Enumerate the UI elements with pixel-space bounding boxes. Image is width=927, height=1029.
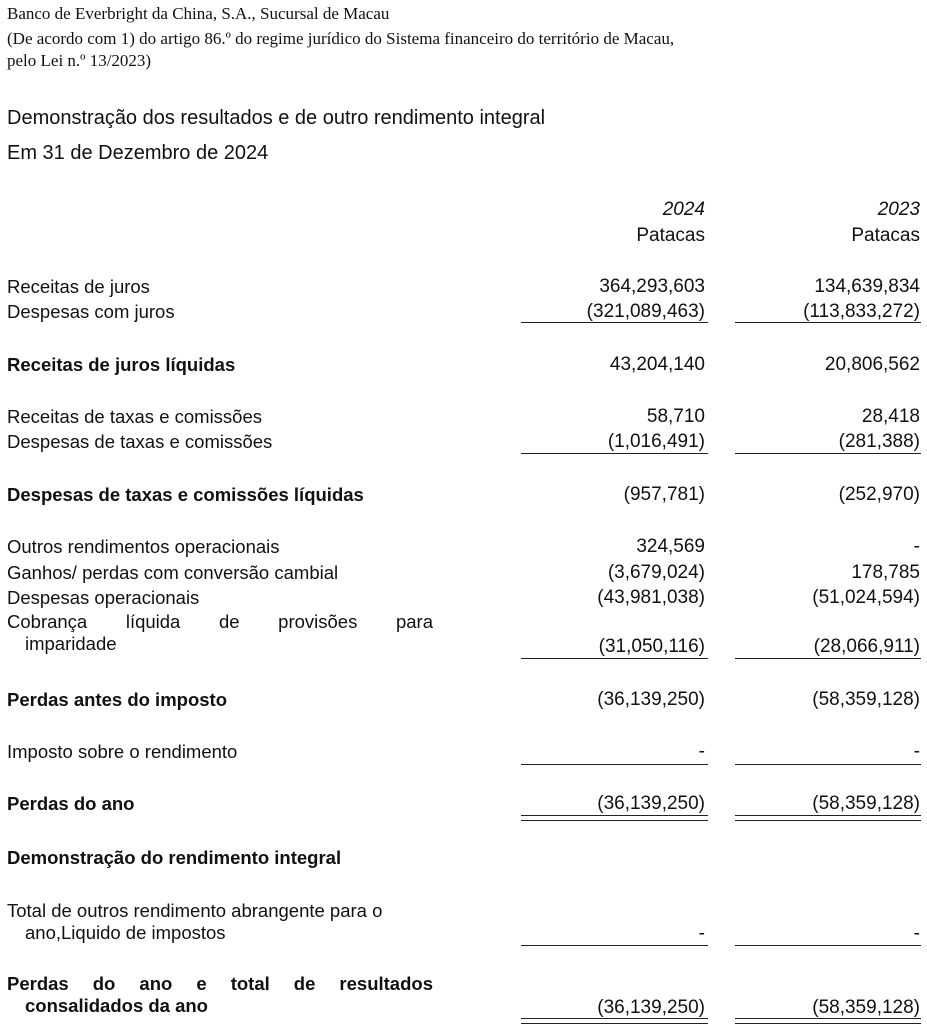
statement-date: Em 31 de Dezembro de 2024 <box>7 142 269 164</box>
value-2024: 58,710 <box>646 406 705 427</box>
value-2024: 364,293,603 <box>599 276 705 297</box>
row-label: Outros rendimentos operacionais <box>7 536 280 557</box>
value-2023: - <box>913 536 920 557</box>
double-underline <box>735 815 921 821</box>
statement-title: Demonstração dos resultados e de outro rendimento integral <box>7 107 546 129</box>
value-2023: (28,066,911) <box>813 636 920 657</box>
underline <box>521 658 708 659</box>
row-label-line1: Total de outros rendimento abrangente para o <box>7 900 383 921</box>
row-label-subtotal: Despesas de taxas e comissões líquidas <box>7 484 364 505</box>
value-2024: (957,781) <box>623 484 705 505</box>
row-label: Receitas de juros <box>7 276 150 297</box>
currency-2024: Patacas <box>636 225 705 246</box>
underline <box>521 764 708 765</box>
value-2023: (252,970) <box>838 484 920 505</box>
value-2024: 43,204,140 <box>609 354 705 375</box>
bank-name: Banco de Everbright da China, S.A., Sucursal de Macau <box>7 4 390 23</box>
currency-2023: Patacas <box>851 225 920 246</box>
row-label-line2: imparidade <box>25 633 117 654</box>
column-header-2024 <box>505 199 705 247</box>
value-2023: (281,388) <box>838 431 920 452</box>
row-label-line2: consalidados da ano <box>25 995 208 1016</box>
value-2023: (51,024,594) <box>812 587 920 608</box>
value-2024: (1,016,491) <box>607 431 705 452</box>
row-label-multiline <box>7 900 382 944</box>
section-heading: Demonstração do rendimento integral <box>7 847 342 868</box>
value-2023: 134,639,834 <box>814 276 920 297</box>
value-2023: - <box>913 741 920 762</box>
value-2024: - <box>698 923 705 944</box>
double-underline <box>735 1018 921 1024</box>
underline <box>521 322 708 323</box>
value-2023: (58,359,128) <box>812 997 920 1018</box>
value-2023: 28,418 <box>861 406 920 427</box>
year-2023: 2023 <box>877 199 920 220</box>
double-underline <box>521 1018 708 1024</box>
underline <box>735 453 921 454</box>
value-2024: (36,139,250) <box>597 997 705 1018</box>
value-2023: 178,785 <box>851 562 920 583</box>
row-label-line1: Cobrança líquida de provisões para <box>7 611 433 632</box>
row-label-multiline-total <box>7 973 433 1017</box>
double-underline <box>521 815 708 821</box>
underline <box>735 658 921 659</box>
value-2024: 324,569 <box>636 536 705 557</box>
legal-reference-line2: pelo Lei n.º 13/2023) <box>7 51 152 70</box>
row-label-subtotal: Perdas antes do imposto <box>7 689 227 710</box>
value-2023: (58,359,128) <box>812 793 920 814</box>
underline <box>735 764 921 765</box>
value-2023: (113,833,272) <box>803 301 920 322</box>
value-2024: (43,981,038) <box>597 587 705 608</box>
column-header-2023 <box>720 199 920 247</box>
value-2023: 20,806,562 <box>824 354 920 375</box>
row-label-line2: ano,Liquido de impostos <box>25 922 226 943</box>
value-2024: (3,679,024) <box>607 562 705 583</box>
underline <box>521 453 708 454</box>
underline <box>735 945 921 946</box>
row-label: Despesas de taxas e comissões <box>7 431 273 452</box>
year-2024: 2024 <box>662 199 705 220</box>
underline <box>521 945 708 946</box>
value-2023: - <box>913 923 920 944</box>
row-label-subtotal: Receitas de juros líquidas <box>7 354 236 375</box>
row-label: Imposto sobre o rendimento <box>7 741 238 762</box>
value-2023: (58,359,128) <box>812 689 920 710</box>
row-label: Despesas operacionais <box>7 587 200 608</box>
row-label: Despesas com juros <box>7 301 175 322</box>
row-label: Ganhos/ perdas com conversão cambial <box>7 562 339 583</box>
row-label-line1: Perdas do ano e total de resultados <box>7 973 433 994</box>
value-2024: (36,139,250) <box>597 689 705 710</box>
value-2024: (321,089,463) <box>586 301 705 322</box>
row-label-subtotal: Perdas do ano <box>7 793 135 814</box>
row-label-multiline <box>7 611 433 655</box>
value-2024: (31,050,116) <box>598 636 705 657</box>
value-2024: (36,139,250) <box>597 793 705 814</box>
legal-reference-line1: (De acordo com 1) do artigo 86.º do regime jurídico do Sistema financeiro do território de Macau, <box>7 29 675 48</box>
row-label: Receitas de taxas e comissões <box>7 406 263 427</box>
underline <box>735 322 921 323</box>
value-2024: - <box>698 741 705 762</box>
